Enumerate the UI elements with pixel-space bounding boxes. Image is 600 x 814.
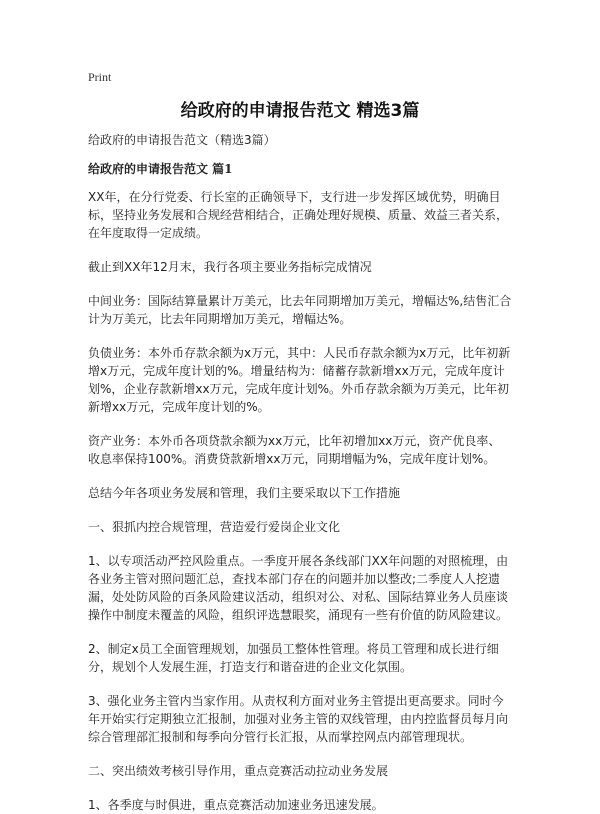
document-body — [88, 131, 512, 814]
paragraph: XX年，在分行党委、行长室的正确领导下，支行进一步发挥区域优势，明确目标，坚持业务发展和合规经营相结合，正确处理好规模、质量、效益三者关系，在年度取得一定成绩。 — [88, 190, 509, 240]
paragraph: 3、强化业务主管内当家作用。从责权利方面对业务主管提出更高要求。同时今年开始实行定期独立汇报制，加强对业务主管的双线管理，由内控监督员每月向综合管理部汇报制和每季向分管行长汇报，从而掌控网点内部管理现状。 — [88, 694, 509, 744]
paragraph: 中间业务：国际结算量累计万美元，比去年同期增加万美元，增幅达%,结售汇合计为万美元，比去年同期增加万美元，增幅达%。 — [88, 294, 512, 326]
paragraph: 截止到XX年12月末，我行各项主要业务指标完成情况 — [88, 260, 372, 274]
paragraph: 负债业务：本外币存款余额为x万元，其中：人民币存款余额为x万元，比年初新增x万元，完成年度计划的%。增量结构为：储蓄存款新增xx万元，完成年度计划%，企业存款新增xx万元，完成年度计划%。外币存款余额为万美元，比年初新增xx万元，完成年度计划的%。 — [88, 346, 511, 414]
section-heading: 给政府的申请报告范文 篇1 — [88, 162, 233, 176]
paragraph: 二、突出绩效考核引导作用，重点竞赛活动拉动业务发展 — [88, 764, 389, 778]
document-subtitle: 给政府的申请报告范文（精选3篇） — [88, 133, 276, 147]
paragraph: 总结今年各项业务发展和管理，我们主要采取以下工作措施 — [88, 486, 401, 500]
paragraph: 1、以专项活动严控风险重点。一季度开展各条线部门XX年问题的对照梳理，由各业务主管对照问题汇总，查找本部门存在的问题并加以整改;二季度人人挖遗漏，处处防风险的百条风险建议活动，组织对公、对私、国际结算业务人员座谈操作中制度未覆盖的风险，组织评选慧眼奖，涌现有一些有价值的防风险建议。 — [88, 554, 509, 622]
print-link[interactable]: Print — [88, 70, 112, 84]
paragraph: 一、狠抓内控合规管理，营造爱行爱岗企业文化 — [88, 520, 341, 534]
paragraph: 资产业务：本外币各项贷款余额为xx万元，比年初增加xx万元，资产优良率、收息率保持100%。消费贷款新增xx万元，同期增幅为%，完成年度计划%。 — [88, 434, 501, 466]
page-title: 给政府的申请报告范文 精选3篇 — [180, 101, 420, 121]
paragraph: 1、各季度与时俱进，重点竞赛活动加速业务迅速发展。 — [88, 798, 384, 812]
paragraph: 2、制定x员工全面管理规划，加强员工整体性管理。将员工管理和成长进行细分，规划个人发展生涯，打造支行和谐奋进的企业文化氛围。 — [88, 642, 499, 674]
